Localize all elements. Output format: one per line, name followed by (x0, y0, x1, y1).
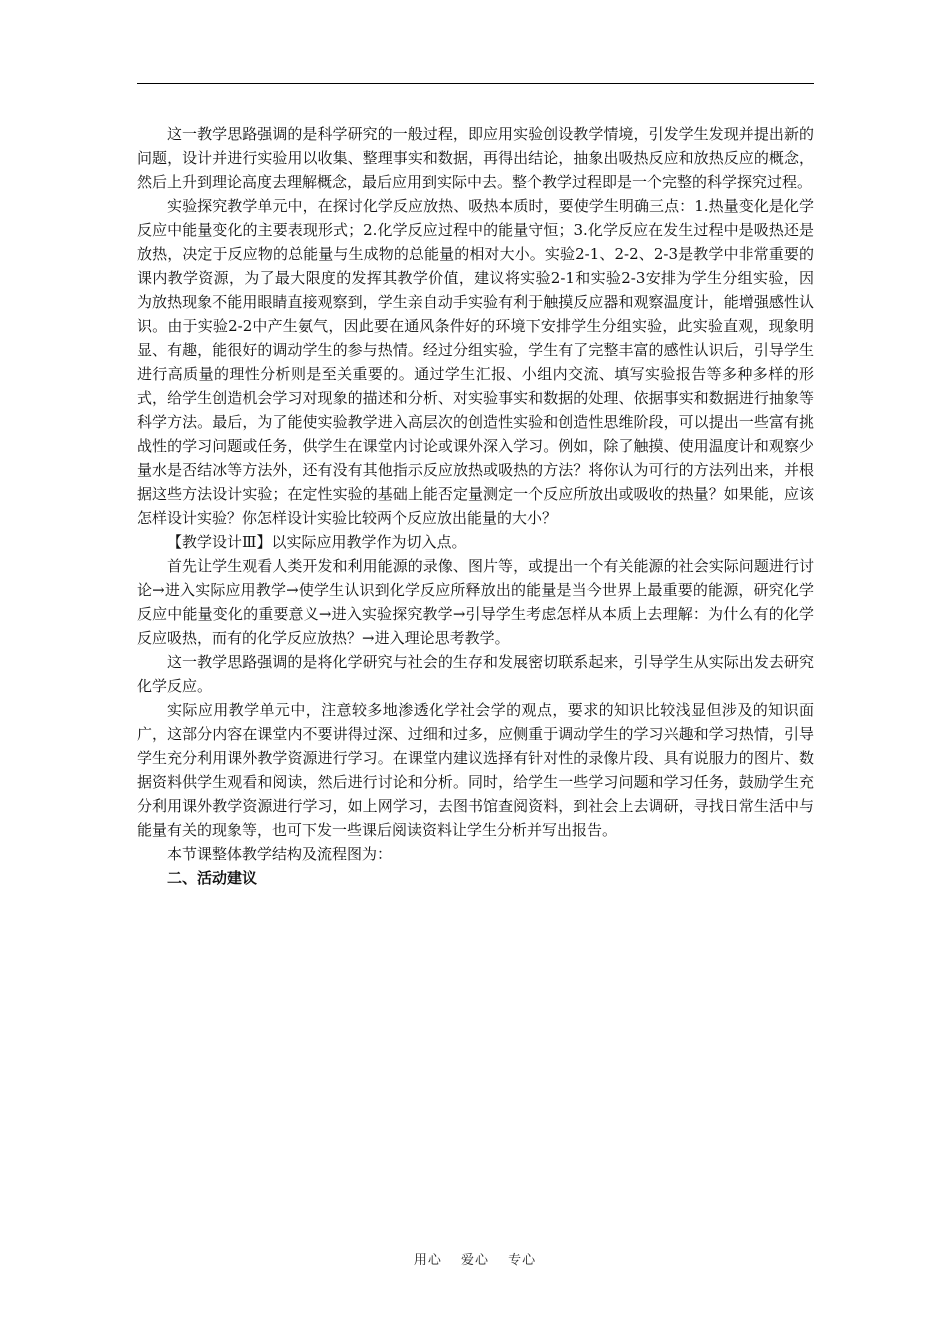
section-heading: 二、活动建议 (167, 869, 258, 887)
paragraph-5: 这一教学思路强调的是将化学研究与社会的生存和发展密切联系起来，引导学生从实际出发去研究化学反应。 (137, 653, 814, 695)
paragraph-1: 这一教学思路强调的是科学研究的一般过程，即应用实验创设教学情境，引发学生发现并提出新的问题，设计并进行实验用以收集、整理事实和数据，再得出结论，抽象出吸热反应和放热反应的概念，然后上升到理论高度去理解概念，最后应用到实际中去。整个教学过程即是一个完整的科学探究过程。 (137, 125, 814, 191)
header-rule (137, 83, 814, 84)
page-footer: 用心 爱心 专心 (413, 1253, 537, 1268)
paragraph-7: 本节课整体教学结构及流程图为： (167, 845, 393, 863)
paragraph-6: 实际应用教学单元中，注意较多地渗透化学社会学的观点，要求的知识比较浅显但涉及的知识面广，这部分内容在课堂内不要讲得过深、过细和过多，应侧重于调动学生的学习兴趣和学习热情，引导学生充分利用课外教学资源进行学习。在课堂内建议选择有针对性的录像片段、具有说服力的图片、数据资料供学生观看和阅读，然后进行讨论和分析。同时，给学生一些学习问题和学习任务，鼓励学生充分利用课外教学资源进行学习，如上网学习，去图书馆查阅资料，到社会上去调研，寻找日常生活中与能量有关的现象等，也可下发一些课后阅读资料让学生分析并写出报告。 (137, 701, 814, 839)
document-body (137, 122, 814, 890)
paragraph-4: 首先让学生观看人类开发和利用能源的录像、图片等，或提出一个有关能源的社会实际问题进行讨论→进入实际应用教学→使学生认识到化学反应所释放出的能量是当今世界上最重要的能源，研究化学反应中能量变化的重要意义→进入实验探究教学→引导学生考虑怎样从本质上去理解：为什么有的化学反应吸热，而有的化学反应放热？→进入理论思考教学。 (137, 557, 814, 647)
paragraph-3: 【教学设计Ⅲ】以实际应用教学作为切入点。 (167, 533, 467, 551)
paragraph-2: 实验探究教学单元中，在探讨化学反应放热、吸热本质时，要使学生明确三点：1.热量变化是化学反应中能量变化的主要表现形式；2.化学反应过程中的能量守恒；3.化学反应在发生过程中是吸热还是放热，决定于反应物的总能量与生成物的总能量的相对大小。实验2-1、2-2、2-3是教学中非常重要的课内教学资源，为了最大限度的发挥其教学价值，建议将实验2-1和实验2-3安排为学生分组实验，因为放热现象不能用眼睛直接观察到，学生亲自动手实验有利于触摸反应器和观察温度计，能增强感性认识。由于实验2-2中产生氨气，因此要在通风条件好的环境下安排学生分组实验，此实验直观，现象明显、有趣，能很好的调动学生的参与热情。经过分组实验，学生有了完整丰富的感性认识后，引导学生进行高质量的理性分析则是至关重要的。通过学生汇报、小组内交流、填写实验报告等多种多样的形式，给学生创造机会学习对现象的描述和分析、对实验事实和数据的处理、依据事实和数据进行抽象等科学方法。最后，为了能使实验教学进入高层次的创造性实验和创造性思维阶段，可以提出一些富有挑战性的学习问题或任务，供学生在课堂内讨论或课外深入学习。例如，除了触摸、使用温度计和观察少量水是否结冰等方法外，还有没有其他指示反应放热或吸热的方法？将你认为可行的方法列出来，并根据这些方法设计实验；在定性实验的基础上能否定量测定一个反应所放出或吸收的热量？如果能，应该怎样设计实验？你怎样设计实验比较两个反应放出能量的大小？ (137, 197, 814, 527)
